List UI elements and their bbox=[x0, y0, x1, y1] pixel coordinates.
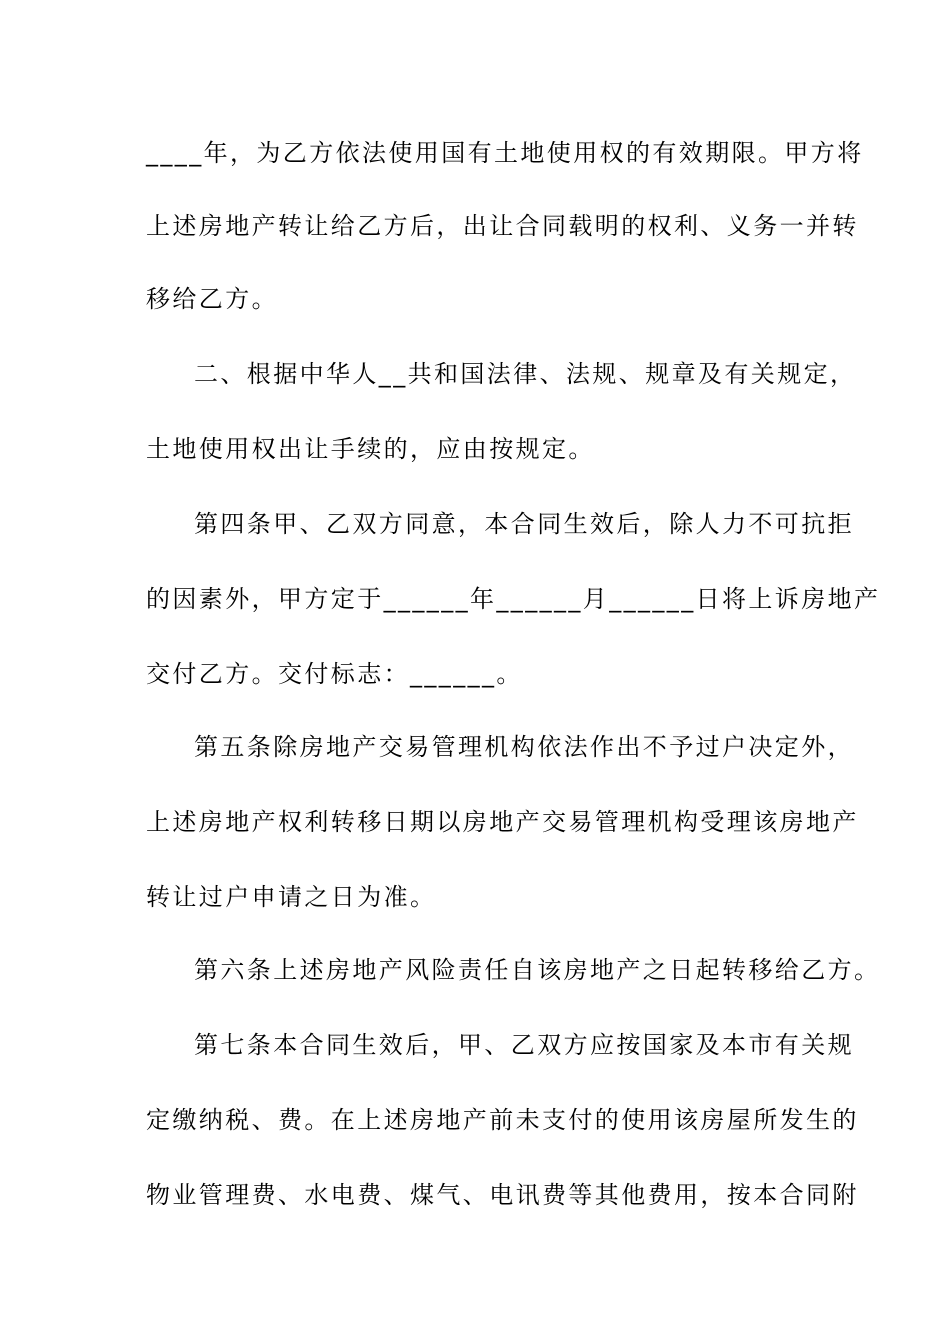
text-line: 上述房地产权利转移日期以房地产交易管理机构受理该房地产 bbox=[146, 808, 859, 836]
text-line: 第四条甲、乙双方同意，本合同生效后，除人力不可抗拒 bbox=[194, 510, 854, 538]
text-line: ____年，为乙方依法使用国有土地使用权的有效期限。甲方将 bbox=[146, 139, 864, 167]
text-line: 转让过户申请之日为准。 bbox=[146, 883, 437, 911]
text-line: 移给乙方。 bbox=[146, 285, 278, 313]
text-line: 第六条上述房地产风险责任自该房地产之日起转移给乙方。 bbox=[194, 956, 881, 984]
text-line: 上述房地产转让给乙方后，出让合同载明的权利、义务一并转 bbox=[146, 212, 859, 240]
text-line: 交付乙方。交付标志：______。 bbox=[146, 660, 523, 688]
text-line: 土地使用权出让手续的，应由按规定。 bbox=[146, 435, 595, 463]
text-line: 的因素外，甲方定于______年______月______日将上诉房地产 bbox=[146, 585, 881, 613]
text-line: 第七条本合同生效后，甲、乙双方应按国家及本市有关规 bbox=[194, 1031, 854, 1059]
text-line: 定缴纳税、费。在上述房地产前未支付的使用该房屋所发生的 bbox=[146, 1106, 859, 1134]
text-line: 物业管理费、水电费、煤气、电讯费等其他费用，按本合同附 bbox=[146, 1181, 859, 1209]
text-line: 第五条除房地产交易管理机构依法作出不予过户决定外， bbox=[194, 733, 854, 761]
text-line: 二、根据中华人__共和国法律、法规、规章及有关规定， bbox=[194, 360, 857, 388]
